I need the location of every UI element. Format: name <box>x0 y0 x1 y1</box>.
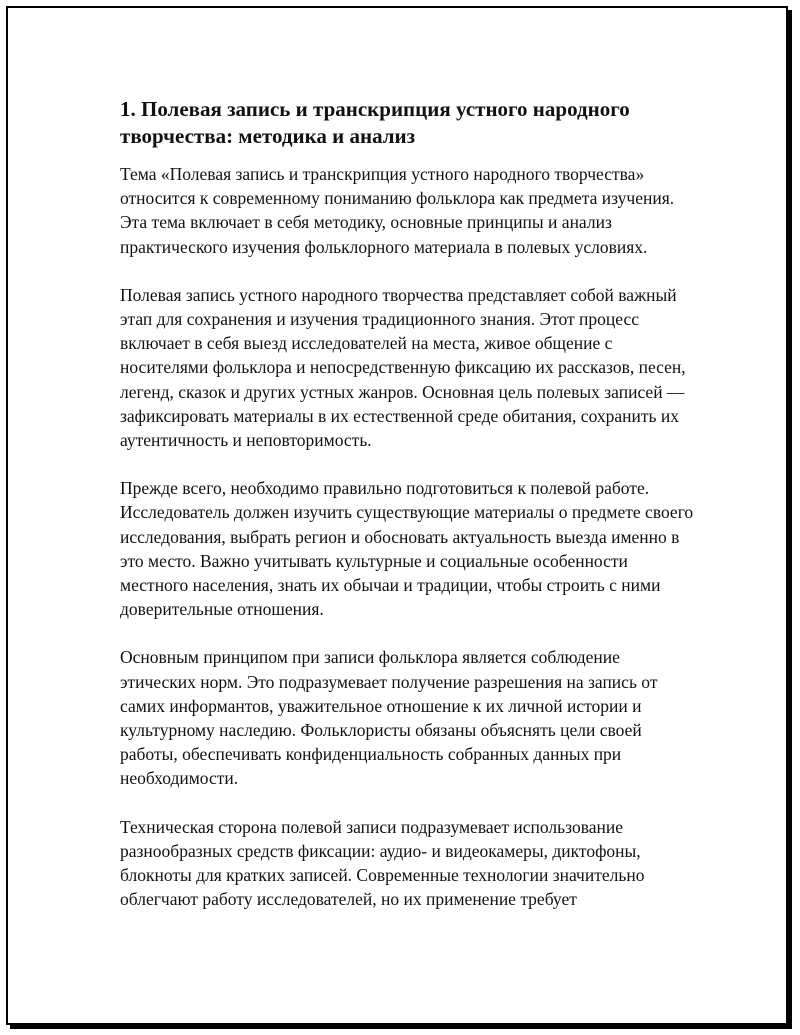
paragraph: Основным принципом при записи фольклора является соблюдение этических норм. Это подразумевает получение разрешения на запись от самих информантов, уважительное отношение к их личной истории и культурному наследию. Фольклористы обязаны объяснять цели своей работы, обеспечивать конфиденциальность собранных данных при необходимости. <box>120 647 658 789</box>
document-page <box>6 6 788 1025</box>
paragraph: Полевая запись устного народного творчества представляет собой важный этап для сохранения и изучения традиционного знания. Этот процесс включает в себя выезд исследователей на места, живое общение с носителями фольклора и непосредственную фиксацию их рассказов, песен, легенд, сказок и других устных жанров. Основная цель полевых записей — зафиксировать материалы в их естественной среде обитания, сохранить их аутентичность и неповторимость. <box>120 284 686 451</box>
document-content <box>120 96 700 935</box>
paragraph: Прежде всего, необходимо правильно подготовиться к полевой работе. Исследователь должен изучить существующие материалы о предмете своего исследования, выбрать регион и обосновать актуальность выезда именно в это место. Важно учитывать культурные и социальные особенности местного населения, знать их обычаи и традиции, чтобы строить с ними доверительные отношения. <box>120 478 694 620</box>
paragraph: Тема «Полевая запись и транскрипция устного народного творчества» относится к современному пониманию фольклора как предмета изучения. Эта тема включает в себя методику, основные принципы и анализ практического изучения фольклорного материала в полевых условиях. <box>120 164 675 257</box>
section-title: 1. Полевая запись и транскрипция устного народного творчества: методика и анализ <box>120 97 630 148</box>
paragraph: Техническая сторона полевой записи подразумевает использование разнообразных средств фиксации: аудио- и видеокамеры, диктофоны, блокноты для кратких записей. Современные технологии значительно облегчают работу исследователей, но их применение требует <box>120 816 645 910</box>
